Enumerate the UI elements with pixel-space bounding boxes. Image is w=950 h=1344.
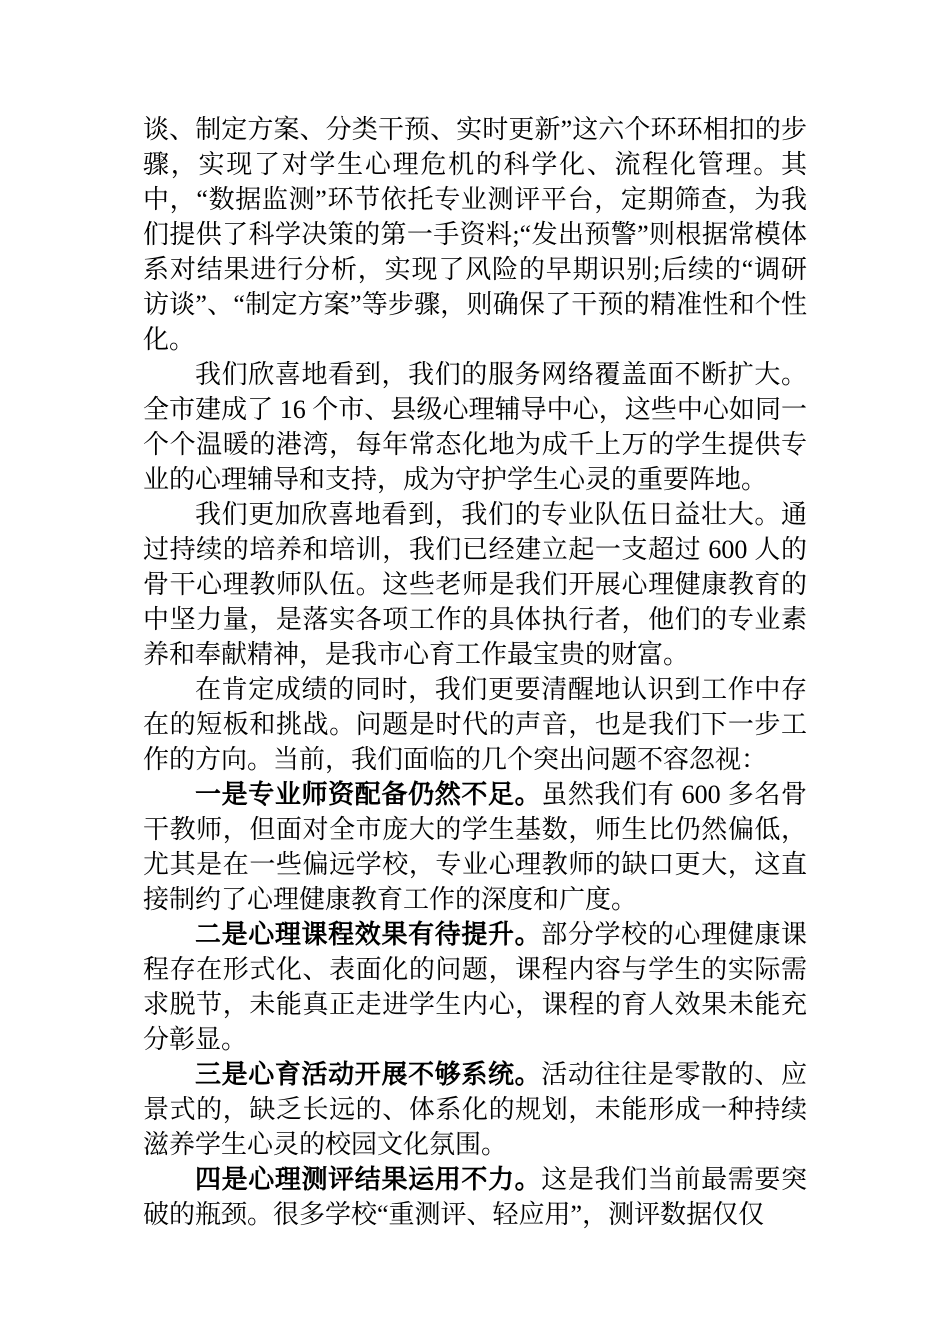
paragraph — [143, 112, 807, 357]
paragraph — [143, 1162, 807, 1232]
paragraph-lead-bold: 二是心理课程效果有待提升。 — [195, 920, 542, 949]
paragraph-text: 谈、制定方案、分类干预、实时更新”这六个环环相扣的步骤，实现了对学生心理危机的科学化、流程化管理。其中，“数据监测”环节依托专业测评平台，定期筛查，为我们提供了科学决策的第一手资料;“发出预警”则根据常模体系对结果进行分析，实现了风险的早期识别;后续的“调研访谈”、“制定方案”等步骤，则确保了干预的精准性和个性化。 — [143, 115, 807, 354]
paragraph-text: 活动往往是零散的、应景式的，缺乏长远的、体系化的规划，未能形成一种持续滋养学生心灵的校园文化氛围。 — [143, 1060, 807, 1159]
paragraph-text: 这是我们当前最需要突破的瓶颈。很多学校“重测评、轻应用”，测评数据仅仅 — [143, 1165, 807, 1229]
paragraph-text: 在肯定成绩的同时，我们更要清醒地认识到工作中存在的短板和挑战。问题是时代的声音，也是我们下一步工作的方向。当前，我们面临的几个突出问题不容忽视： — [143, 675, 807, 774]
paragraph-text: 我们欣喜地看到，我们的服务网络覆盖面不断扩大。全市建成了 16 个市、县级心理辅导中心，这些中心如同一个个温暖的港湾，每年常态化地为成千上万的学生提供专业的心理辅导和支持，成为守护学生心灵的重要阵地。 — [143, 360, 807, 494]
paragraph-lead-bold: 三是心育活动开展不够系统。 — [195, 1060, 542, 1089]
document-body — [143, 112, 807, 1232]
paragraph-text: 我们更加欣喜地看到，我们的专业队伍日益壮大。通过持续的培养和培训，我们已经建立起一支超过 600 人的骨干心理教师队伍。这些老师是我们开展心理健康教育的中坚力量，是落实各项工作的具体执行者，他们的专业素养和奉献精神，是我市心育工作最宝贵的财富。 — [143, 500, 807, 669]
paragraph-lead-bold: 四是心理测评结果运用不力。 — [195, 1165, 542, 1194]
paragraph — [143, 672, 807, 777]
paragraph-text: 虽然我们有 600 多名骨干教师，但面对全市庞大的学生基数，师生比仍然偏低，尤其是在一些偏远学校，专业心理教师的缺口更大，这直接制约了心理健康教育工作的深度和广度。 — [143, 780, 807, 914]
paragraph — [143, 1057, 807, 1162]
paragraph-text: 部分学校的心理健康课程存在形式化、表面化的问题，课程内容与学生的实际需求脱节，未能真正走进学生内心，课程的育人效果未能充分彰显。 — [143, 920, 807, 1054]
paragraph — [143, 917, 807, 1057]
paragraph — [143, 777, 807, 917]
paragraph — [143, 497, 807, 672]
paragraph — [143, 357, 807, 497]
paragraph-lead-bold: 一是专业师资配备仍然不足。 — [195, 780, 542, 809]
